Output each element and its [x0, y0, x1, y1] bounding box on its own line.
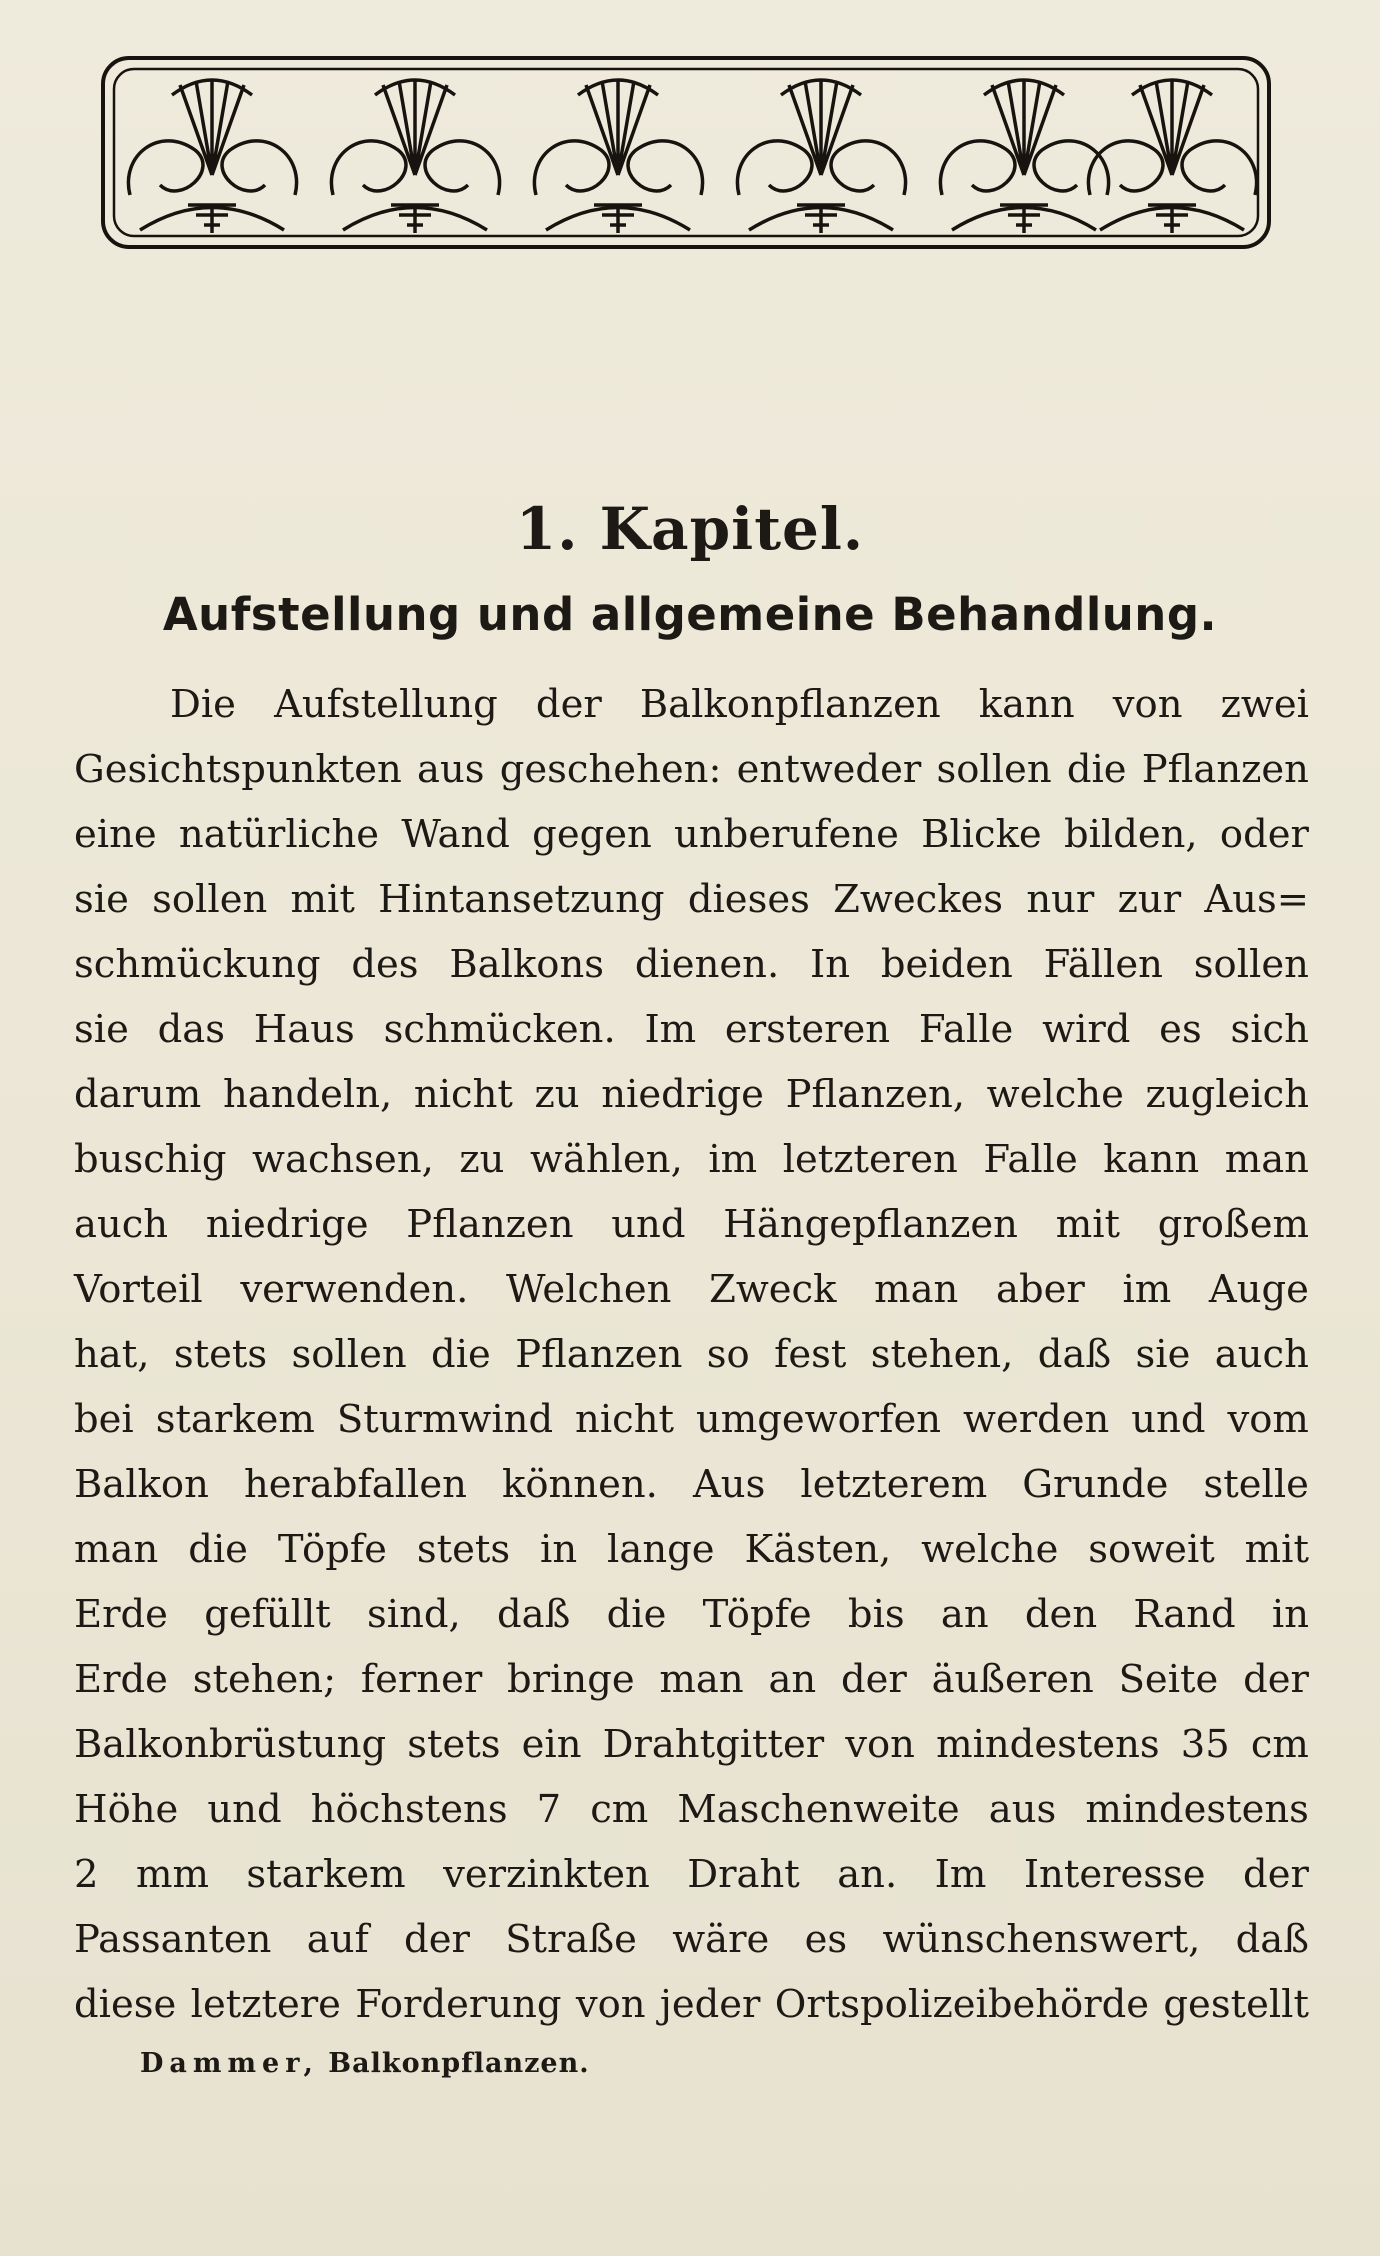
word: sollen: [1193, 942, 1309, 987]
word: sich: [1230, 1007, 1309, 1052]
word: kann: [978, 682, 1075, 727]
decorative-ornament-border: [100, 55, 1272, 250]
word: sie: [74, 1007, 129, 1052]
word: den: [1024, 1592, 1098, 1637]
word: mindestens: [936, 1722, 1160, 1767]
word: In: [810, 942, 851, 987]
word: lange: [607, 1527, 715, 1572]
text-line: [74, 1062, 1309, 1127]
text-line: [74, 1192, 1309, 1257]
text-line: [74, 1517, 1309, 1582]
word: stets: [173, 1332, 268, 1377]
word: gegen: [532, 812, 652, 857]
word: verwenden.: [240, 1267, 469, 1312]
word: von: [1112, 682, 1183, 727]
word: entweder: [736, 747, 922, 792]
word: und: [1131, 1397, 1206, 1442]
word: starkem: [155, 1397, 315, 1442]
word: handeln,: [222, 1072, 393, 1117]
text-line: [74, 1452, 1309, 1517]
word: auch: [74, 1202, 169, 1247]
word: bei: [74, 1397, 134, 1442]
word: Pflanzen: [515, 1332, 683, 1377]
word: Hängepflanzen: [723, 1202, 1018, 1247]
word: darum: [74, 1072, 202, 1117]
word: aber: [996, 1267, 1085, 1312]
word: soweit: [1088, 1527, 1215, 1572]
word: der: [840, 1657, 907, 1702]
word: kann: [1103, 1137, 1200, 1182]
word: Vorteil: [74, 1267, 203, 1312]
word: zu: [459, 1137, 505, 1182]
word: starkem: [246, 1852, 406, 1897]
word: Töpfe: [702, 1592, 812, 1637]
word: in: [540, 1527, 578, 1572]
word: schmückung: [74, 942, 321, 987]
word: daß: [1037, 1332, 1112, 1377]
word: man: [74, 1527, 159, 1572]
word: es: [804, 1917, 848, 1962]
text-line: [74, 672, 1309, 737]
text-line: [74, 1842, 1309, 1907]
word: daß: [497, 1592, 571, 1637]
text-line: [74, 1907, 1309, 1972]
word: der: [535, 682, 602, 727]
word: und: [207, 1787, 282, 1832]
word: in: [1271, 1592, 1309, 1637]
word: der: [1243, 1657, 1309, 1702]
word: nur: [1026, 877, 1095, 922]
word: sind,: [367, 1592, 461, 1637]
word: gefüllt: [204, 1592, 331, 1637]
word: sie: [74, 877, 129, 922]
word: höchstens: [310, 1787, 508, 1832]
text-line: [74, 1257, 1309, 1322]
word: von: [845, 1722, 915, 1767]
word: sollen: [936, 747, 1052, 792]
text-line: [74, 1582, 1309, 1647]
word: ersteren: [724, 1007, 891, 1052]
word: 35: [1180, 1722, 1230, 1767]
word: Seite: [1118, 1657, 1219, 1702]
word: ferner: [360, 1657, 483, 1702]
word: jeder: [659, 1982, 761, 2027]
word: Balkons: [449, 942, 605, 987]
word: Aus: [692, 1462, 766, 1507]
word: auch: [1214, 1332, 1309, 1377]
word: daß: [1235, 1917, 1309, 1962]
word: cm: [590, 1787, 649, 1832]
word: Falle: [983, 1137, 1078, 1182]
word: Straße: [505, 1917, 637, 1962]
word: 7: [536, 1787, 562, 1832]
word: die: [1066, 747, 1127, 792]
word: Wand: [401, 812, 510, 857]
word: die: [188, 1527, 248, 1572]
word: stets: [416, 1527, 511, 1572]
text-line: [74, 1712, 1309, 1777]
word: bilden,: [1063, 812, 1198, 857]
word: Erde: [74, 1592, 168, 1637]
text-line: [74, 997, 1309, 1062]
word: wachsen,: [252, 1137, 434, 1182]
word: Grunde: [1022, 1462, 1169, 1507]
word: bringe: [507, 1657, 635, 1702]
word: von: [575, 1982, 646, 2027]
word: Sturmwind: [336, 1397, 554, 1442]
word: Welchen: [505, 1267, 672, 1312]
word: Zweckes: [833, 877, 1004, 922]
word: wird: [1042, 1007, 1131, 1052]
word: vom: [1227, 1397, 1309, 1442]
word: so: [706, 1332, 750, 1377]
word: letzteren: [782, 1137, 958, 1182]
word: man: [874, 1267, 959, 1312]
word: schmücken.: [383, 1007, 616, 1052]
word: geschehen:: [499, 747, 722, 792]
word: verzinkten: [443, 1852, 650, 1897]
word: eine: [74, 812, 157, 857]
text-line: [74, 1322, 1309, 1387]
word: dienen.: [634, 942, 780, 987]
word: beiden: [880, 942, 1013, 987]
word: Forderung: [355, 1982, 562, 2027]
text-line: [74, 1647, 1309, 1712]
text-line: [74, 867, 1309, 932]
word: herabfallen: [243, 1462, 467, 1507]
text-line: [74, 1387, 1309, 1452]
word: im: [1122, 1267, 1172, 1312]
word: buschig: [74, 1137, 227, 1182]
word: Höhe: [74, 1787, 179, 1832]
word: zwei: [1220, 682, 1309, 727]
word: letztere: [190, 1982, 341, 2027]
word: letzterem: [800, 1462, 988, 1507]
text-line: [74, 802, 1309, 867]
word: mit: [1055, 1202, 1120, 1247]
word: mm: [135, 1852, 209, 1897]
word: des: [351, 942, 419, 987]
word: der: [404, 1917, 470, 1962]
word: aus: [988, 1787, 1057, 1832]
word: cm: [1250, 1722, 1309, 1767]
word: sie: [1135, 1332, 1191, 1377]
word: oder: [1219, 812, 1309, 857]
word: wählen,: [530, 1137, 683, 1182]
word: stehen;: [192, 1657, 337, 1702]
chapter-heading: 1. Kapitel.: [515, 495, 865, 563]
word: niedrige: [601, 1072, 764, 1117]
word: Aus=: [1204, 877, 1309, 922]
word: äußeren: [931, 1657, 1094, 1702]
word: hat,: [74, 1332, 150, 1377]
word: nicht: [575, 1397, 674, 1442]
word: Pflanzen: [1141, 747, 1309, 792]
word: diese: [74, 1982, 177, 2027]
word: Hintansetzung: [378, 877, 665, 922]
word: der: [1243, 1852, 1309, 1897]
text-line: [74, 1777, 1309, 1842]
word: ein: [521, 1722, 582, 1767]
word: fest: [774, 1332, 847, 1377]
text-line: [74, 932, 1309, 997]
word: mit: [290, 877, 355, 922]
word: Im: [644, 1007, 697, 1052]
word: Balkonpflanzen: [639, 682, 941, 727]
word: natürliche: [178, 812, 380, 857]
word: welche: [986, 1072, 1124, 1117]
word: welche: [921, 1527, 1059, 1572]
word: Balkonbrüstung: [74, 1722, 387, 1767]
word: sollen: [152, 877, 268, 922]
word: wäre: [672, 1917, 770, 1962]
word: die: [606, 1592, 667, 1637]
word: Rand: [1133, 1592, 1236, 1637]
word: Zweck: [709, 1267, 837, 1312]
word: und: [611, 1202, 686, 1247]
page-footer-signature: [140, 2048, 590, 2079]
word: unberufene: [674, 812, 899, 857]
word: mit: [1244, 1527, 1309, 1572]
word: Falle: [918, 1007, 1014, 1052]
word: Kästen,: [744, 1527, 892, 1572]
word: Haus: [253, 1007, 355, 1052]
word: gestellt: [1163, 1982, 1309, 2027]
word: zur: [1117, 877, 1182, 922]
word: Aufstellung: [274, 682, 498, 727]
word: 2: [74, 1852, 99, 1897]
word: Pflanzen,: [785, 1072, 966, 1117]
word: niedrige: [205, 1202, 369, 1247]
footer-author: Dammer,: [140, 2048, 319, 2079]
word: bis: [847, 1592, 905, 1637]
word: zugleich: [1145, 1072, 1309, 1117]
word: werden: [962, 1397, 1110, 1442]
word: es: [1159, 1007, 1202, 1052]
word: aus: [417, 747, 485, 792]
word: nicht: [413, 1072, 513, 1117]
word: Erde: [74, 1657, 168, 1702]
body-paragraph: [74, 672, 1309, 2037]
word: Draht: [687, 1852, 800, 1897]
word: stets: [407, 1722, 501, 1767]
section-heading: Aufstellung und allgemeine Behandlung.: [162, 588, 1218, 641]
word: Töpfe: [277, 1527, 387, 1572]
word: wünschenswert,: [882, 1917, 1201, 1962]
word: Pflanzen: [406, 1202, 574, 1247]
word: Maschenweite: [677, 1787, 960, 1832]
word: Fällen: [1043, 942, 1163, 987]
word: zu: [534, 1072, 580, 1117]
word: Auge: [1208, 1267, 1309, 1312]
word: stelle: [1203, 1462, 1309, 1507]
word: an: [940, 1592, 989, 1637]
text-line: [74, 1127, 1309, 1192]
word: können.: [502, 1462, 658, 1507]
word: auf: [306, 1917, 369, 1962]
word: Passanten: [74, 1917, 272, 1962]
word: Balkon: [74, 1462, 209, 1507]
word: Blicke: [921, 812, 1042, 857]
word: sollen: [291, 1332, 407, 1377]
word: an: [768, 1657, 817, 1702]
word: umgeworfen: [695, 1397, 942, 1442]
text-line: [74, 737, 1309, 802]
word: Interesse: [1023, 1852, 1206, 1897]
word: man: [659, 1657, 744, 1702]
word: Drahtgitter: [602, 1722, 825, 1767]
word: mindestens: [1085, 1787, 1309, 1832]
word: großem: [1157, 1202, 1309, 1247]
footer-book-title: Balkonpflanzen.: [328, 2048, 590, 2079]
word: Im: [934, 1852, 987, 1897]
word: an.: [837, 1852, 898, 1897]
word: stehen,: [870, 1332, 1014, 1377]
word: Ortspolizeibehörde: [774, 1982, 1150, 2027]
word: dieses: [687, 877, 810, 922]
word: man: [1224, 1137, 1309, 1182]
word: im: [708, 1137, 758, 1182]
word: Gesichtspunkten: [74, 747, 402, 792]
word: die: [431, 1332, 491, 1377]
word: Die: [170, 682, 236, 727]
word: das: [157, 1007, 225, 1052]
text-line: [74, 1972, 1309, 2037]
